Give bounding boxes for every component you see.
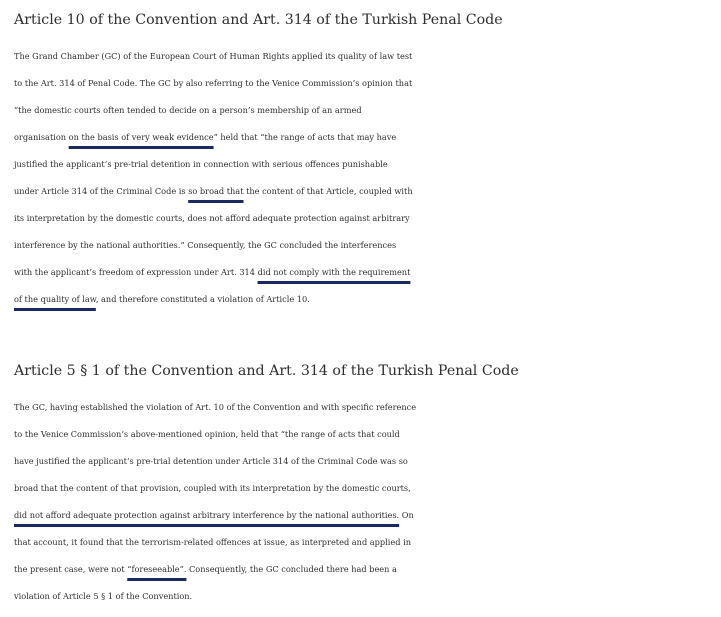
text-segment: The Grand Chamber (GC) of the European Court of Human Rights applied its quality of law test <box>14 51 413 61</box>
text-segment: broad that the content of that provision, coupled with its interpretation by the domestic courts, <box>14 483 411 493</box>
text-line <box>14 151 714 178</box>
text-segment: violation of Article 5 § 1 of the Convention. <box>14 591 193 601</box>
text-segment: justified the applicant’s pre-trial detention in connection with serious offences punishable <box>14 159 388 169</box>
underlined-emphasis: did not comply with the requirement <box>257 267 411 277</box>
text-segment: with the applicant’s freedom of expression under Art. 314 <box>14 267 258 277</box>
underlined-emphasis: “foreseeable”. <box>127 564 187 574</box>
text-line <box>14 97 714 124</box>
text-segment: , and therefore constituted a violation of Article 10. <box>95 294 310 304</box>
text-segment: the present case, were not <box>14 564 128 574</box>
text-segment: The GC, having established the violation of Art. 10 of the Convention and with specific reference <box>14 402 417 412</box>
text-line <box>14 232 714 259</box>
text-segment: its interpretation by the domestic courts, does not afford adequate protection against arbitrary <box>14 213 410 223</box>
text-segment: ” held that “the range of acts that may have <box>213 132 397 142</box>
text-line <box>14 583 714 610</box>
text-line <box>14 394 714 421</box>
text-line <box>14 475 714 502</box>
text-line <box>14 421 714 448</box>
text-segment: ”the domestic courts often tended to decide on a person’s membership of an armed <box>14 105 362 115</box>
underlined-emphasis: did not afford adequate protection against arbitrary interference by the national authorities. <box>14 510 400 520</box>
text-line <box>14 502 714 529</box>
text-segment: On <box>399 510 414 520</box>
section-paragraph <box>14 394 714 610</box>
text-segment: the content of that Article, coupled with <box>243 186 413 196</box>
underlined-emphasis: on the basis of very weak evidence <box>68 132 214 142</box>
text-line <box>14 205 714 232</box>
text-line <box>14 286 714 313</box>
text-segment: to the Venice Commission’s above-mentioned opinion, held that “the range of acts that could <box>14 429 400 439</box>
text-line <box>14 259 714 286</box>
text-line <box>14 556 714 583</box>
text-segment: interference by the national authorities.” Consequently, the GC concluded the interferences <box>14 240 397 250</box>
text-segment: organisation <box>14 132 69 142</box>
section-heading: Article 10 of the Convention and Art. 314 of the Turkish Penal Code <box>14 12 503 28</box>
text-segment: have justified the applicant’s pre-trial detention under Article 314 of the Criminal Code was so <box>14 456 408 466</box>
text-segment: that account, it found that the terrorism-related offences at issue, as interpreted and applied in <box>14 537 411 547</box>
text-line <box>14 43 714 70</box>
text-line <box>14 529 714 556</box>
text-line <box>14 178 714 205</box>
underlined-emphasis: of the quality of law <box>14 294 96 304</box>
text-line <box>14 70 714 97</box>
text-segment: Consequently, the GC concluded there had been a <box>186 564 397 574</box>
section-paragraph <box>14 43 714 313</box>
text-line <box>14 448 714 475</box>
text-line <box>14 124 714 151</box>
section-heading: Article 5 § 1 of the Convention and Art. 314 of the Turkish Penal Code <box>14 363 519 379</box>
text-segment: to the Art. 314 of Penal Code. The GC by also referring to the Venice Commission’s opinion that <box>14 78 413 88</box>
underlined-emphasis: so broad that <box>188 186 244 196</box>
text-segment: under Article 314 of the Criminal Code is <box>14 186 189 196</box>
